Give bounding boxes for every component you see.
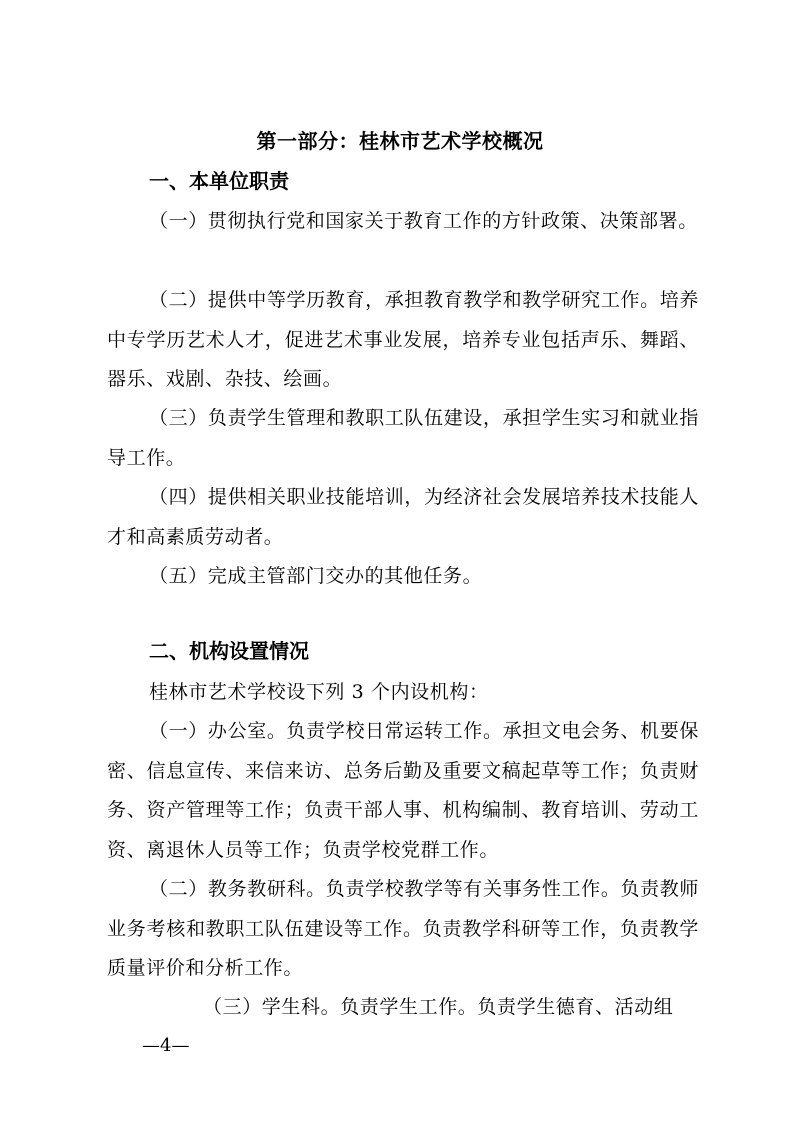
department-item-2: （二）教务教研科。负责学校教学等有关事务性工作。负责教师业务考核和教职工队伍建设等工作。负责教学科研等工作，负责教学质量评价和分析工作。 (107, 878, 699, 979)
duty-item-4: （四）提供相关职业技能培训，为经济社会发展培养技术技能人才和高素质劳动者。 (107, 486, 699, 548)
duty-item-5: （五）完成主管部门交办的其他任务。 (149, 565, 483, 587)
department-item-1: （一）办公室。负责学校日常运转工作。承担文电会务、机要保密、信息宣传、来信来访、总务后勤及重要文稿起草等工作；负责财务、资产管理等工作；负责干部人事、机构编制、教育培训、劳动工资、离退休人员等工作；负责学校党群工作。 (107, 720, 699, 861)
duty-item-1: （一）贯彻执行党和国家关于教育工作的方针政策、决策部署。 (149, 210, 698, 232)
duty-item-3: （三）负责学生管理和教职工队伍建设，承担学生实习和就业指导工作。 (107, 407, 699, 469)
organization-intro: 桂林市艺术学校设下列 3 个内设机构： (149, 681, 489, 703)
duty-item-2: （二）提供中等学历教育，承担教育教学和教学研究工作。培养中专学历艺术人才，促进艺术事业发展，培养专业包括声乐、舞蹈、器乐、戏剧、杂技、绘画。 (107, 289, 699, 390)
section-heading-organization: 二、机构设置情况 (149, 639, 309, 663)
section-heading-duties: 一、本单位职责 (149, 169, 289, 193)
department-item-3: （三）学生科。负责学生工作。负责学生德育、活动组 (203, 996, 674, 1018)
page-number: —4— (142, 1035, 190, 1056)
page-title: 第一部分：桂林市艺术学校概况 (256, 129, 544, 153)
